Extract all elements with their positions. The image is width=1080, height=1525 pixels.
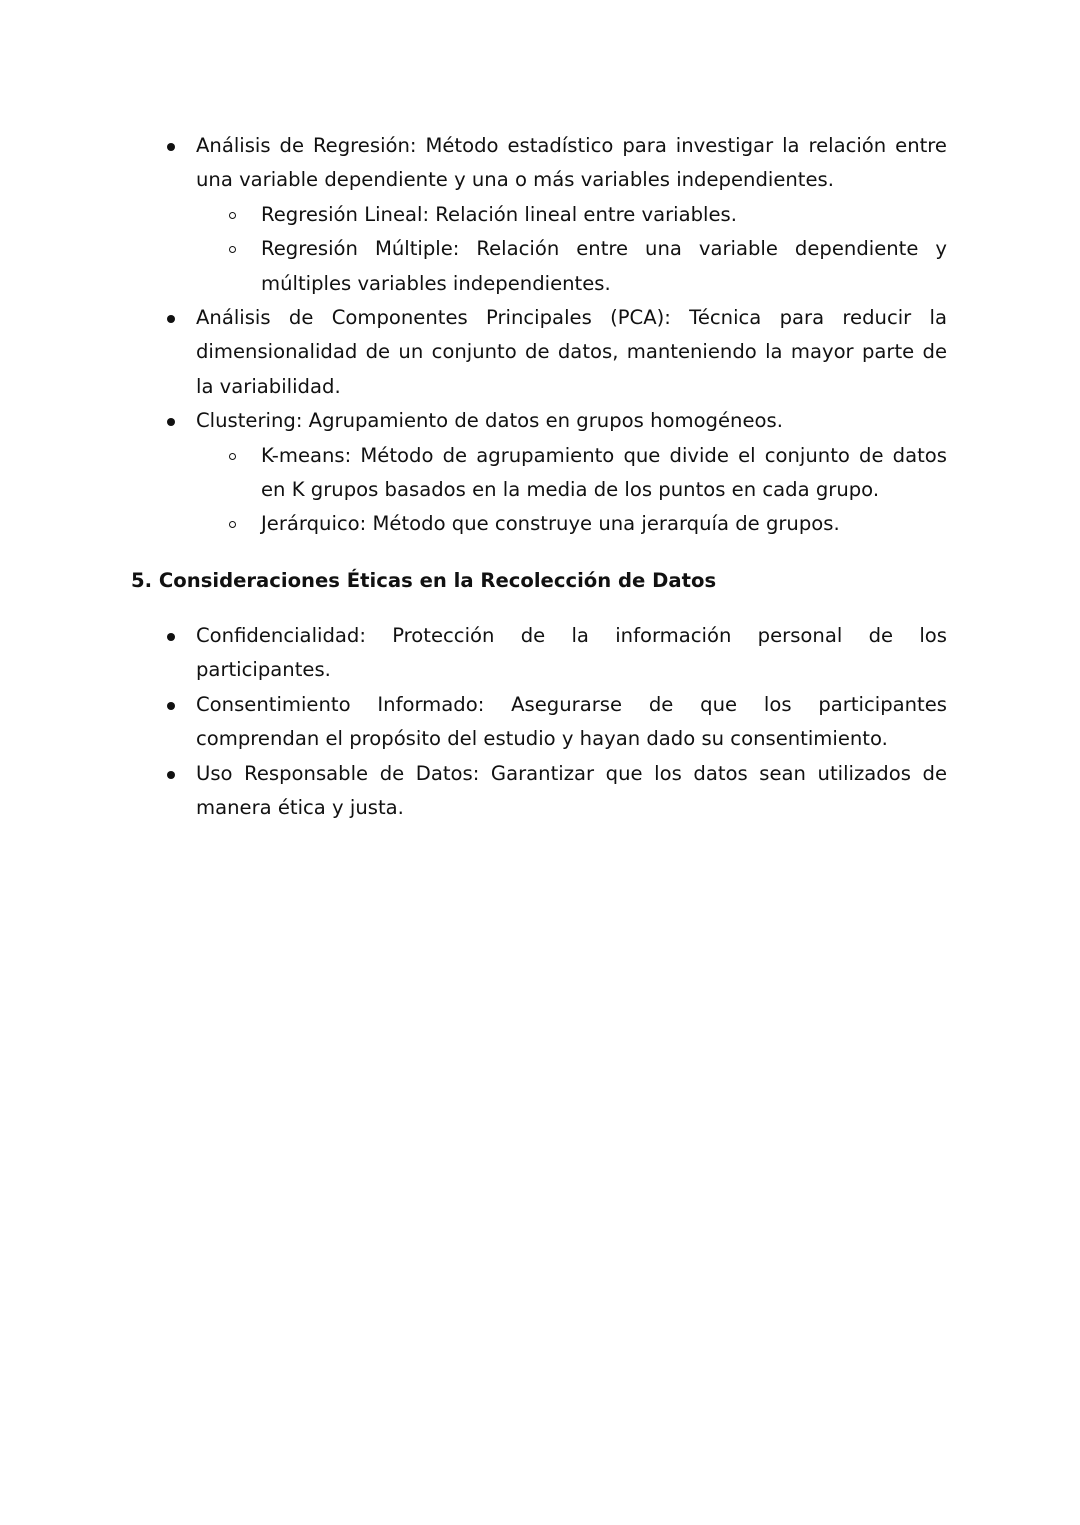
- section-heading: 5. Consideraciones Éticas en la Recolección de Datos: [131, 569, 717, 592]
- hollow-bullet-icon: [229, 246, 236, 253]
- bullet-icon: [167, 143, 175, 151]
- list-item-confidentiality: [0, 619, 1080, 688]
- sublist-item-hierarchical: [0, 507, 1080, 541]
- list-item-regression: [0, 129, 1080, 198]
- list-item-informed-consent: [0, 688, 1080, 757]
- hollow-bullet-icon: [229, 521, 236, 528]
- bullet-icon: [167, 633, 175, 641]
- sublist-item-text: Regresión Lineal: Relación lineal entre variables.: [261, 202, 737, 226]
- list-item-pca: [0, 301, 1080, 404]
- list-item-responsible-use: [0, 757, 1080, 826]
- list-item-text: Análisis de Regresión: Método estadístico para investigar la relación entre una variable dependiente y una o más variables independientes.: [196, 134, 947, 192]
- sublist-item-kmeans: [0, 439, 1080, 508]
- bullet-icon: [167, 315, 175, 323]
- list-item-text: Clustering: Agrupamiento de datos en grupos homogéneos.: [196, 409, 783, 433]
- list-item-text: Análisis de Componentes Principales (PCA): Técnica para reducir la dimensionalidad de un conjunto de datos, manteniendo la mayor parte de la variabilidad.: [196, 306, 947, 398]
- sublist-item-text: Regresión Múltiple: Relación entre una variable dependiente y múltiples variables independientes.: [261, 237, 947, 295]
- sublist-item-linear-regression: [0, 198, 1080, 232]
- list-item-clustering: [0, 404, 1080, 438]
- sublist-item-text: Jerárquico: Método que construye una jerarquía de grupos.: [261, 512, 840, 536]
- bullet-icon: [167, 418, 175, 426]
- section5-list: [0, 619, 1080, 825]
- hollow-bullet-icon: [229, 453, 236, 460]
- hollow-bullet-icon: [229, 212, 236, 219]
- list-item-text: Confidencialidad: Protección de la información personal de los participantes.: [196, 624, 947, 682]
- bullet-icon: [167, 771, 175, 779]
- section4-list: [0, 129, 1080, 542]
- list-item-text: Consentimiento Informado: Asegurarse de que los participantes comprendan el propósito del estudio y hayan dado su consentimiento.: [196, 692, 947, 751]
- list-item-text: Uso Responsable de Datos: Garantizar que los datos sean utilizados de manera ética y justa.: [196, 761, 947, 820]
- sublist-item-text: K-means: Método de agrupamiento que divide el conjunto de datos en K grupos basados en la media de los puntos en cada grupo.: [261, 443, 947, 502]
- bullet-icon: [167, 702, 175, 710]
- sublist-item-multiple-regression: [0, 232, 1080, 301]
